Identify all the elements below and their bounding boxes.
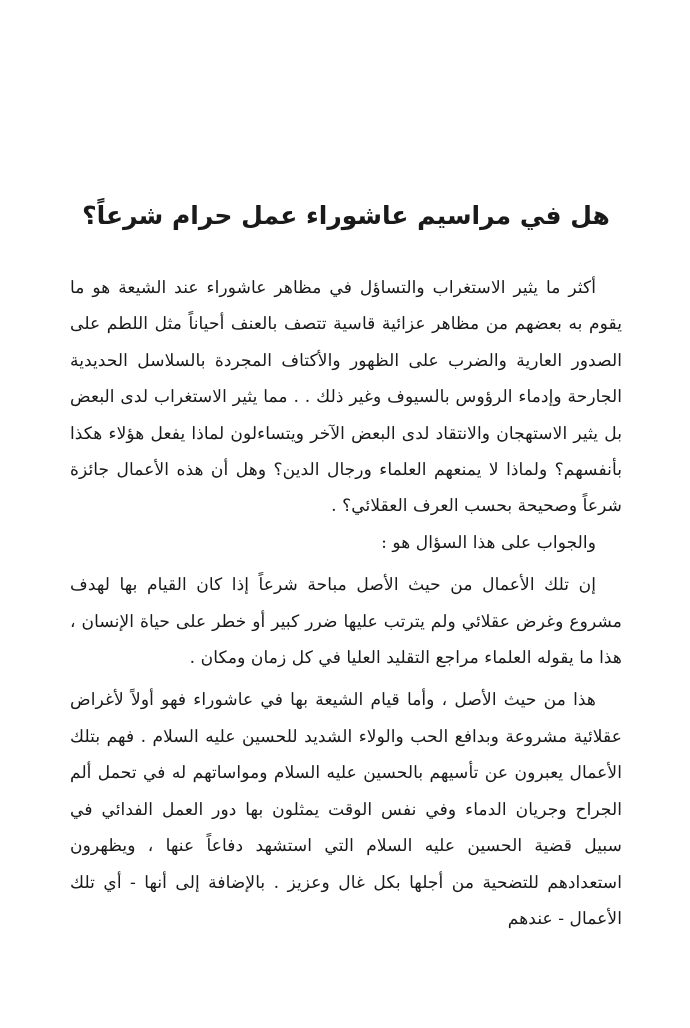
- page-title: هل في مراسيم عاشوراء عمل حرام شرعاً؟: [82, 201, 610, 230]
- paragraph-3: إن تلك الأعمال من حيث الأصل مباحة شرعاً إذا كان القيام بها لهدف مشروع وغرض عقلائي ولم يترتب عليها ضرر كبير أو خطر على حياة الإنسان ، هذا ما يقوله العلماء مراجع التقليد العليا في كل زمان ومكان .: [70, 575, 622, 669]
- paragraph-2: والجواب على هذا السؤال هو :: [381, 532, 596, 553]
- body-text: [70, 270, 622, 937]
- paragraph-1: أكثر ما يثير الاستغراب والتساؤل في مظاهر عاشوراء عند الشيعة هو ما يقوم به بعضهم من مظاهر عزائية قاسية تتصف بالعنف أحياناً مثل اللطم على الصدور العارية والضرب على الظهور والأكتاف المجردة بالسلاسل الحديدية الجارحة وإدماء الرؤوس بالسيوف وغير ذلك . . مما يثير الاستغراب لدى البعض بل يثير الاستهجان والانتقاد لدى البعض الآخر ويتساءلون لماذا يفعل هؤلاء هكذا بأنفسهم؟ ولماذا لا يمنعهم العلماء ورجال الدين؟ وهل أن هذه الأعمال جائزة شرعاً وصحيحة بحسب العرف العقلائي؟ .: [70, 278, 622, 517]
- paragraph-4: هذا من حيث الأصل ، وأما قيام الشيعة بها في عاشوراء فهو أولاً لأغراض عقلائية مشروعة وبدافع الحب والولاء الشديد للحسين عليه السلام . فهم بتلك الأعمال يعبرون عن تأسيهم بالحسين عليه السلام ومواساتهم له في تحمل ألم الجراح وجريان الدماء وفي نفس الوقت يمثلون بها دور العمل الفدائي في سبيل قضية الحسين عليه السلام التي استشهد دفاعاً عنها ، ويظهرون استعدادهم للتضحية من أجلها بكل غال وعزيز . بالإضافة إلى أنها - أي تلك الأعمال - عندهم: [70, 690, 622, 929]
